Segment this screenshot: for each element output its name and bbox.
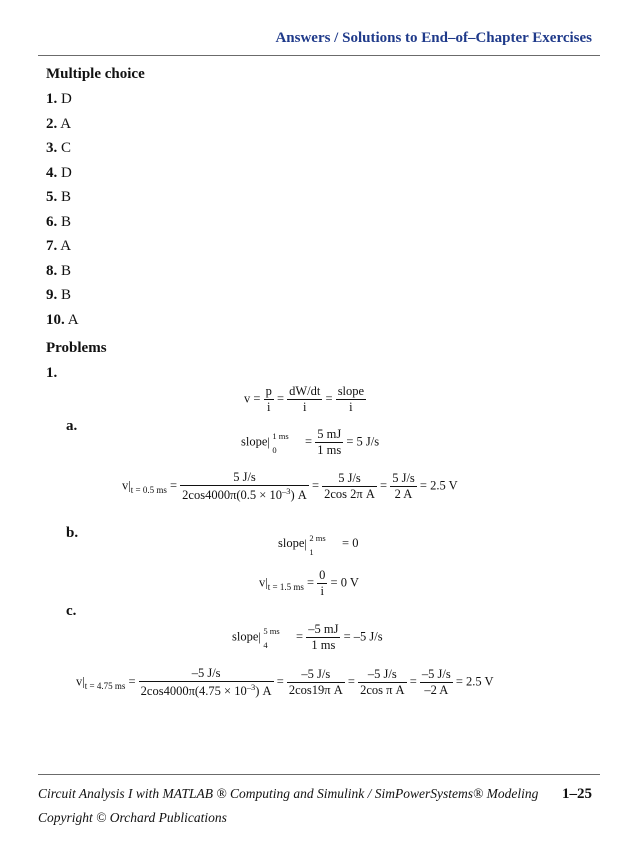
equation-v-at-1.5ms: $v|_{t = 1.5 ms}$ = $\frac{0}{i}$ = 0 V	[259, 568, 359, 598]
mc-question-number: 6.	[46, 213, 58, 230]
equation-slope-c: slope| 5 ms 4 = $\frac{-5 mJ}{1 ms}$ = –5 J/s	[232, 622, 383, 652]
mc-question-number: 9.	[46, 287, 58, 303]
equation-v-at-0.5ms: $v|_{t = 0.5 ms}$ = $\frac{5 J/s}{2\cos 4000\pi(0.5 \times 10^{-3}) A}$ = $\frac{5 J/s}{\text{2cos 2π A}}$ = $\frac{5 J/s}{2 A}$ = 2.5 V	[122, 470, 458, 503]
equation-slope-b: slope| 2 ms 1 = 0	[278, 532, 359, 557]
fraction-neg5Js-over-cos: $\frac{-5 J/s}{2\cos 4000\pi(4.75 \times 10^{-3}) A}$	[140, 666, 272, 699]
fraction-0-over-i: $\frac{0}{i}$	[319, 568, 326, 598]
mc-answer-item	[46, 189, 71, 206]
mc-answer-letter: B	[61, 262, 72, 279]
fraction-neg5Js-over-2cospi: $\frac{-5 J/s}{\text{2cos π A}}$	[360, 667, 405, 698]
page-header-title: Answers / Solutions to End–of–Chapter Exercises	[275, 30, 592, 46]
eq-lhs: v	[244, 391, 251, 406]
problem-number: 1.	[46, 365, 58, 381]
mc-answer-item	[46, 263, 71, 280]
mc-answer-item	[46, 116, 71, 133]
footer-divider	[38, 774, 600, 775]
fraction-p-over-i: $\frac{p}{i}$	[265, 384, 272, 414]
mc-question-number: 3.	[46, 140, 58, 156]
equation-v-definition: v = $\frac{p}{i}$ = $\frac{dW/dt}{i}$ = $\frac{\text{slope}}{i}$	[244, 384, 365, 414]
fraction-neg5Js-over-2cos19pi: $\frac{-5 J/s}{\text{2cos19π A}}$	[288, 667, 343, 698]
mc-answer-item	[46, 214, 71, 231]
evaluation-bar: | 2 ms 1	[304, 532, 326, 557]
evaluation-bar: | 1 ms 0	[267, 431, 289, 456]
mc-answer-letter: B	[61, 287, 72, 303]
mc-answer-letter: B	[61, 213, 72, 230]
mc-question-number: 4.	[46, 164, 58, 181]
mc-question-number: 8.	[46, 262, 58, 279]
mc-question-number: 7.	[46, 238, 58, 254]
mc-question-number: 2.	[46, 115, 58, 132]
mc-question-number: 5.	[46, 189, 58, 205]
part-a-label: a.	[66, 418, 78, 434]
mc-answer-item	[46, 312, 79, 329]
mc-answer-letter: A	[60, 115, 72, 132]
mc-answer-item	[46, 165, 72, 182]
fraction-5Js-over-2cos2pi: $\frac{5 J/s}{\text{2cos 2π A}}$	[324, 471, 375, 502]
equation-v-at-4.75ms: $v|_{t = 4.75 ms}$ = $\frac{-5 J/s}{2\cos 4000\pi(4.75 \times 10^{-3}) A}$ = $\frac{-5 J/s}{\text{2cos19π A}}$ = $\frac{-5 J/s}{\text{2cos π A}}$ = $\frac{-5 J/s}{-2 A}$ = 2.5 V	[76, 666, 494, 699]
mc-answer-item	[46, 238, 71, 255]
fraction-dwdt-over-i: $\frac{dW/dt}{i}$	[289, 384, 321, 414]
mc-question-number: 10.	[46, 311, 65, 328]
footer-copyright: Copyright © Orchard Publications	[38, 810, 227, 825]
mc-heading: Multiple choice	[46, 66, 145, 82]
evaluation-bar: | 5 ms 4	[258, 626, 280, 651]
mc-answer-letter: D	[61, 164, 72, 181]
mc-answer-letter: D	[61, 91, 72, 107]
mc-question-number: 1.	[46, 91, 58, 107]
mc-answer-letter: A	[60, 238, 72, 254]
page-number: 1–25	[562, 786, 592, 802]
part-b-label: b.	[66, 525, 79, 541]
footer-book-title: Circuit Analysis I with MATLAB ® Computing and Simulink / SimPowerSystems® Modeling	[38, 786, 539, 801]
fraction-5Js-over-2A: $\frac{5 J/s}{2 A}$	[392, 471, 415, 502]
mc-answer-item	[46, 140, 71, 157]
mc-answer-item	[46, 287, 71, 304]
problems-heading: Problems	[46, 340, 107, 356]
mc-answer-letter: C	[61, 140, 72, 156]
fraction-slope-over-i: $\frac{\text{slope}}{i}$	[337, 384, 365, 414]
mc-answer-item	[46, 91, 72, 108]
fraction-neg5Js-over-neg2A: $\frac{-5 J/s}{-2 A}$	[421, 667, 451, 698]
mc-answer-letter: A	[67, 311, 79, 328]
part-c-label: c.	[66, 603, 77, 619]
mc-answer-letter: B	[61, 189, 72, 205]
equation-slope-a: slope| 1 ms 0 = $\frac{5 mJ}{1 ms}$ = 5 J/s	[241, 427, 380, 457]
fraction-5mJ-over-1ms: $\frac{5 mJ}{1 ms}$	[317, 427, 342, 457]
header-divider	[38, 55, 600, 56]
fraction-neg5mJ-over-1ms: $\frac{-5 mJ}{1 ms}$	[308, 622, 339, 652]
fraction-5Js-over-cos: $\frac{5 J/s}{2\cos 4000\pi(0.5 \times 10^{-3}) A}$	[182, 470, 307, 503]
